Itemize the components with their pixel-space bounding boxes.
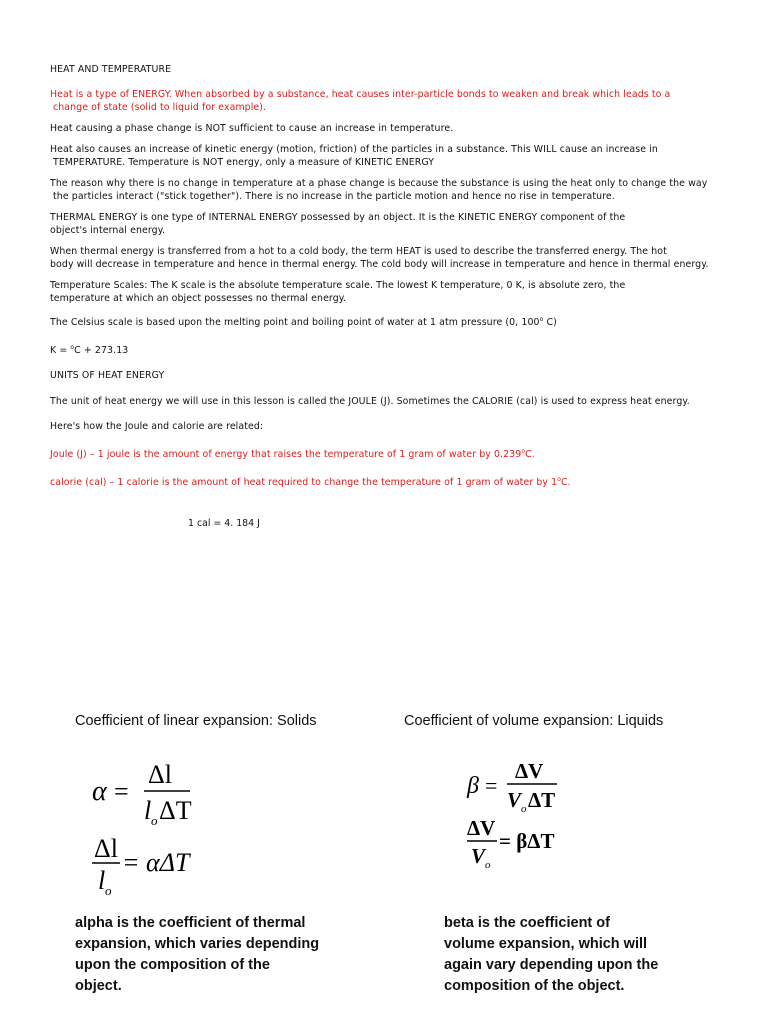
kelvin-conversion: K = $^o$C + 273.13: [50, 344, 129, 356]
paragraph-joule-unit: The unit of heat energy we will use in this lesson is called the JOULE (J). Sometimes the CALORIE (cal) is used to express heat energy.: [50, 396, 690, 407]
paragraph-celsius-scale: The Celsius scale is based upon the melting point and boiling point of water at 1 atm pressure (0, 100$^o$ C): [50, 316, 557, 328]
notes-section: [50, 63, 740, 497]
paragraph-heat-transfer: When thermal energy is transferred from a hot to a cold body, the term HEAT is used to describe the transferred energy. The hot body will decrease in temperature and hence in thermal energy. The cold body will increase in temperature and hence in thermal energy.: [50, 246, 709, 270]
beta-description: beta is the coefficient of volume expansion, which will again vary depending upon the composition of the object.: [444, 915, 659, 994]
paragraph-temperature-scales: Temperature Scales: The K scale is the absolute temperature scale. The lowest K temperature, 0 K, is absolute zero, the temperature at which an object possesses no thermal energy.: [50, 280, 626, 304]
fraction-denominator-rest: ΔT: [159, 796, 192, 825]
calorie-joule-relation: 1 cal = 4. 184 J: [188, 518, 260, 529]
fraction-denominator-v: V: [471, 844, 486, 868]
page-title: HEAT AND TEMPERATURE: [50, 64, 172, 75]
fraction-denominator-v: V: [507, 788, 522, 812]
volume-expansion-title: Coefficient of volume expansion: Liquids: [404, 713, 664, 729]
paragraph-thermal-energy: THERMAL ENERGY is one type of INTERNAL ENERGY possessed by an object. It is the KINETIC ENERGY component of the object's internal energy.: [50, 212, 626, 236]
joule-definition: Joule (J) – 1 joule is the amount of energy that raises the temperature of 1 gram of water by 0.239$^o$C.: [50, 448, 535, 460]
fraction-denominator-rest: ΔT: [528, 788, 556, 812]
beta-symbol: β: [467, 773, 479, 799]
volume-expansion-equation: [465, 755, 595, 880]
subscript-o: o: [151, 813, 158, 828]
paragraph-phase-change: Heat causing a phase change is NOT sufficient to cause an increase in temperature.: [50, 123, 454, 134]
fraction-numerator: Δl: [148, 760, 172, 789]
subscript-o: o: [485, 859, 491, 871]
alpha-description: alpha is the coefficient of thermal expansion, which varies depending upon the composition of the object.: [75, 915, 320, 994]
fraction-denominator-l: l: [98, 866, 106, 895]
subscript-o: o: [105, 883, 112, 895]
fraction-numerator: Δl: [94, 834, 118, 863]
linear-expansion-equation: [90, 755, 220, 900]
paragraph-kinetic-energy: Heat also causes an increase of kinetic energy (motion, friction) of the particles in a substance. This WILL cause an increase in TEMPERATURE. Temperature is NOT energy, only a measure of KINETIC ENERGY: [50, 144, 658, 168]
equals-sign: =: [114, 777, 129, 806]
units-heading: UNITS OF HEAT ENERGY: [50, 370, 165, 381]
equals-sign: =: [485, 773, 498, 798]
calorie-definition: calorie (cal) – 1 calorie is the amount of heat required to change the temperature of 1 gram of water by 1$^o$C.: [50, 476, 571, 488]
alpha-symbol: α: [92, 776, 107, 807]
fraction-numerator: ΔV: [467, 816, 496, 840]
fraction-numerator: ΔV: [515, 759, 544, 783]
equation-rhs: = βΔT: [499, 829, 555, 853]
paragraph-phase-reason: The reason why there is no change in temperature at a phase change is because the substance is using the heat only to change the way the particles interact ("stick together"). There is no increase in the particle motion and hence no rise in temperature.: [50, 178, 708, 202]
equation-rhs: = αΔT: [122, 848, 190, 877]
linear-expansion-title: Coefficient of linear expansion: Solids: [75, 713, 317, 729]
subscript-o: o: [521, 803, 527, 815]
fraction-denominator-l: l: [144, 796, 152, 825]
paragraph-joule-calorie: Here's how the Joule and calorie are related:: [50, 421, 264, 432]
paragraph-heat-energy: Heat is a type of ENERGY. When absorbed by a substance, heat causes inter-particle bonds to weaken and break which leads to a change of state (solid to liquid for example).: [50, 89, 671, 113]
